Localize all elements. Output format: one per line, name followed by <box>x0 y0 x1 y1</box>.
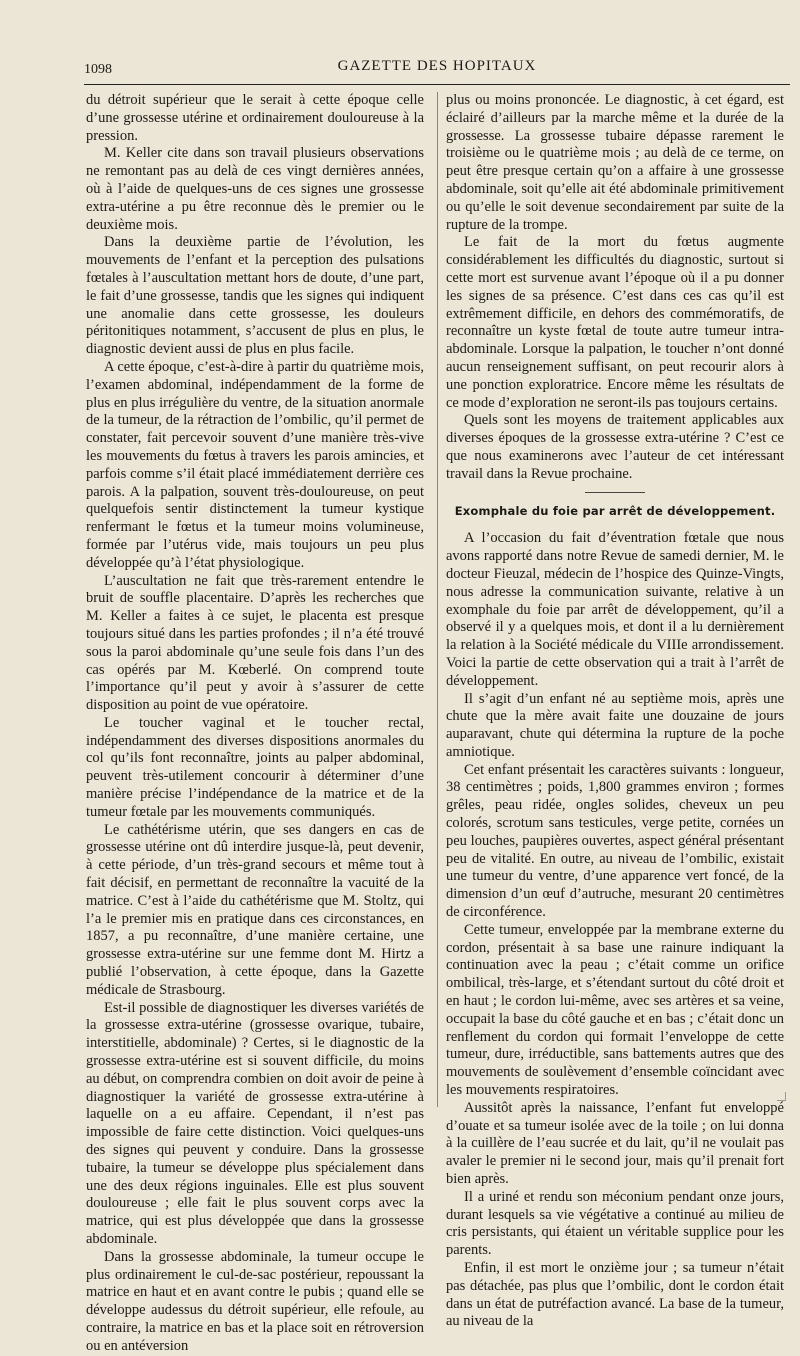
paragraph: Le fait de la mort du fœtus augmente considérablement les difficultés du diagnostic, surtout si cette mort est survenue avant l’époque où il a pu donner les signes de sa présence. C’est dans ces cas qu’il est extrêmement difficile, en dehors des commémoratifs, de reconnaître un kyste fœtal de toute autre tumeur intra-abdominale. Lorsque la palpation, le toucher n’ont donné aucun renseignement suffisant, on peut recourir alors à une ponction exploratrice. Encore même les résultats de ce mode d’exploration ne seront-ils pas toujours certains. <box>446 234 784 411</box>
paragraph: Il s’agit d’un enfant né au septième mois, après une chute que la mère avait faite une douzaine de jours auparavant, chute qui détermina la rupture de la poche amniotique. <box>446 690 784 760</box>
right-column <box>446 92 784 1330</box>
paragraph: Cet enfant présentait les caractères suivants : longueur, 38 centimètres ; poids, 1,800 grammes environ ; formes grêles, peau ridée, ongles solides, cheveux un peu colorés, scrotum sans testicules, verge petite, cornées un peu louches, paupières ouvertes, aspect général présentant peu de vitalité. En outre, au niveau de l’ombilic, existait une tumeur du ventre, d’une apparence vert foncé, de la dimension d’un œuf d’autruche, mesurant 20 centimètres de circonférence. <box>446 761 784 921</box>
corner-mark <box>777 1092 786 1101</box>
journal-title: GAZETTE DES HOPITAUX <box>337 58 537 74</box>
right-column-top-article <box>446 92 784 484</box>
paragraph: Aussitôt après la naissance, l’enfant fut enveloppé d’ouate et sa tumeur isolée avec de la toile ; on lui donna à la cuillère de l’eau sucrée et du lait, qu’il ne voulait pas avaler le premier ni le second jour, mais qu’il prenait fort bien après. <box>446 1099 784 1188</box>
paragraph: plus ou moins prononcée. Le diagnostic, à cet égard, est éclairé d’ailleurs par la marche même et la durée de la grossesse. La grossesse tubaire dépasse rarement le troisième ou le quatrième mois ; au delà de ce terme, on peut être presque certain qu’on a affaire à une grossesse abdominale, soit qu’elle ait été abdominale primitivement ou qu’elle le soit devenue secondairement par suite de la rupture de la trompe. <box>446 92 784 233</box>
right-column-bottom-article <box>446 530 784 1331</box>
paragraph: Dans la grossesse abdominale, la tumeur occupe le plus ordinairement le cul-de-sac postérieur, repoussant la matrice en haut et en avant contre le pubis ; quand elle se développe audessus du détroit supérieur, elle refoule, au contraire, la matrice en bas et la place soit en rétroversion ou en antéversion <box>86 1248 424 1354</box>
running-header <box>84 56 790 80</box>
paragraph: L’auscultation ne fait que très-rarement entendre le bruit de souffle placentaire. D’après les recherches que M. Keller a faites à ce sujet, le placenta est presque toujours situé dans les parties profondes ; il n’a été trouvé sous la paroi abdominale qu’une seule fois dans l’un des cas opérés par M. Kœberlé. On comprend toute l’importance qu’il peut y avoir à s’assurer de cette disposition au point de vue opératoire. <box>86 572 424 714</box>
paragraph: Est-il possible de diagnostiquer les diverses variétés de la grossesse extra-utérine (grossesse ovarique, tubaire, interstitielle, abdominale) ? Certes, si le diagnostic de la grossesse extra-utérine est si souvent difficile, du moins au début, on comprendra combien on doit avoir de peine à diagnostiquer la variété de grossesse extra-utérine à laquelle on a eu affaire. Cependant, il n’est pas impossible de faire cette distinction. Voici quelques-uns des signes qui peuvent y conduire. Dans la grossesse tubaire, la tumeur se développe plus spécialement dans une des deux régions inguinales. Elle est plus souvent douloureuse ; elle fait le plus souvent corps avec la matrice, qui est plus développée que dans la grossesse abdominale. <box>86 999 424 1247</box>
section-rule <box>585 492 645 493</box>
paragraph: du détroit supérieur que le serait à cette époque celle d’une grossesse utérine et ordinairement douloureuse à la pression. <box>86 92 424 144</box>
section-heading <box>446 492 784 521</box>
paragraph: M. Keller cite dans son travail plusieurs observations ne remontant pas au delà de ces vingt dernières années, où à l’aide de quelques-uns de ces signes une grossesse extra-utérine a pu être reconnue dès le premier ou le deuxième mois. <box>86 145 424 233</box>
page-number: 1098 <box>84 62 112 77</box>
paragraph: Enfin, il est mort le onzième jour ; sa tumeur n’était pas détachée, pas plus que l’ombilic, dont le cordon était dans un état de putréfaction avancé. La base de la tumeur, au niveau de la <box>446 1260 784 1330</box>
left-column <box>86 92 424 1354</box>
paragraph: A l’occasion du fait d’éventration fœtale que nous avons rapporté dans notre Revue de samedi dernier, M. le docteur Fieuzal, médecin de l’hospice des Quinze-Vingts, nous adresse la communication suivante, relative à un exomphale du foie par arrêt de développement, qu’il a observé il y a quelques mois, et dont il a lu dernièrement la relation à la Société médicale du VIIIe arrondissement. Voici la partie de cette observation qui a trait à l’arrêt de développement. <box>446 530 784 689</box>
paragraph: Quels sont les moyens de traitement applicables aux diverses époques de la grossesse extra-utérine ? C’est ce que nous examinerons avec l’auteur de cet intéressant travail dans la Revue prochaine. <box>446 412 784 482</box>
header-rule <box>84 84 790 85</box>
section-title: Exomphale du foie par arrêt de développement. <box>454 503 776 518</box>
column-divider <box>437 92 438 1107</box>
paragraph: Le cathétérisme utérin, que ses dangers en cas de grossesse utérine ont dû interdire jusque-là, peut devenir, à cette période, d’un très-grand secours et même tout à fait décisif, en permettant de reconnaître la vacuité de la matrice. C’est à l’aide du cathétérisme que M. Stoltz, qui l’a le premier mis en pratique dans ces circonstances, en 1857, a pu reconnaître, d’une manière certaine, une grossesse extra-utérine sur une femme dont M. Hirtz a publié l’observation, à cette époque, dans la Gazette médicale de Strasbourg. <box>86 821 424 998</box>
paragraph: Il a uriné et rendu son méconium pendant onze jours, durant lesquels sa vie végétative a continué au milieu de cris persistants, qui étaient un véritable supplice pour les parents. <box>446 1188 784 1259</box>
paragraph: Dans la deuxième partie de l’évolution, les mouvements de l’enfant et la perception des pulsations fœtales à l’auscultation mettant hors de doute, d’une part, le fait d’une grossesse, tandis que les signes qui indiquent une anomalie dans cette grossesse, les douleurs péritonitiques notamment, s’accusent de plus en plus, le diagnostic devient aussi de plus en plus facile. <box>86 234 424 358</box>
paragraph: A cette époque, c’est-à-dire à partir du quatrième mois, l’examen abdominal, indépendamment de la forme de plus en plus irrégulière du ventre, de la situation anormale de la tumeur, de la rétraction de l’ombilic, qu’il permet de constater, fait percevoir souvent d’une manière très-vive les mouvements du fœtus à travers les parois amincies, et parfois comme s’il était placé immédiatement derrière ces parois. A la palpation, souvent très-douloureuse, on peut quelquefois sentir distinctement la tumeur kystique renfermant le fœtus et la tumeur moins volumineuse, formée par l’utérus vide, mais toujours un peu plus développée qu’à l’état physiologique. <box>86 358 424 571</box>
paragraph: Cette tumeur, enveloppée par la membrane externe du cordon, présentait à sa base une rainure indiquant la continuation avec la peau ; c’était comme un orifice ombilical, très-large, et s’étendant surtout du côté droit et en haut ; le cordon lui-même, avec ses artères et sa veine, occupait la base du côté gauche et en bas ; c’était donc un renflement du cordon qui formait l’enveloppe de cette tumeur, dure, irréductible, sans battements autres que des mouvements de soulèvement d’ensemble coïncidant avec les mouvements respiratoires. <box>446 921 784 1099</box>
paragraph: Le toucher vaginal et le toucher rectal, indépendamment des diverses dispositions anormales du col qu’ils font reconnaître, joints au palper abdominal, peuvent très-utilement concourir à déterminer d’une manière précise l’indépendance de la matrice et de la tumeur fœtale par les mouvements communiqués. <box>86 714 424 820</box>
